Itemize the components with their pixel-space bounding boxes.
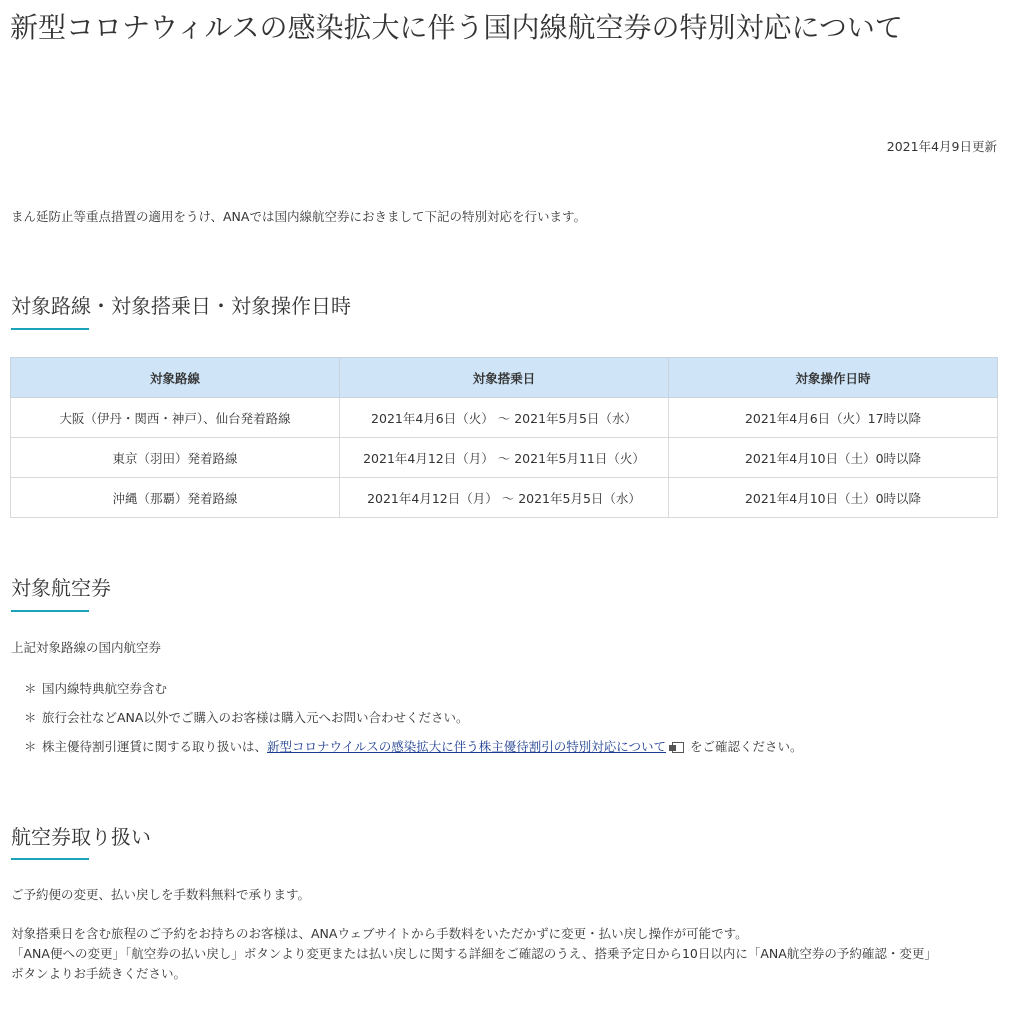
notes-list <box>24 674 803 761</box>
section-heading-routes: 対象路線・対象搭乗日・対象操作日時 <box>11 294 351 318</box>
shareholder-discount-link[interactable]: 新型コロナウイルスの感染拡大に伴う株主優待割引の特別対応について <box>267 739 667 754</box>
section-underline <box>11 328 89 330</box>
table-cell: 2021年4月10日（土）0時以降 <box>669 438 998 478</box>
column-header: 対象路線 <box>11 358 340 398</box>
table-row <box>11 398 998 438</box>
external-link-icon[interactable] <box>672 742 684 753</box>
section-underline <box>11 610 89 612</box>
list-item <box>24 703 803 732</box>
list-item <box>24 674 803 703</box>
table-cell: 2021年4月6日（火）17時以降 <box>669 398 998 438</box>
table-row <box>11 478 998 518</box>
updated-date: 2021年4月9日更新 <box>886 139 997 154</box>
routes-table <box>10 357 998 518</box>
section-underline <box>11 858 89 860</box>
note-text: 国内線特典航空券含む <box>42 681 168 696</box>
page-title: 新型コロナウィルスの感染拡大に伴う国内線航空券の特別対応について <box>10 11 903 44</box>
column-header: 対象搭乗日 <box>340 358 669 398</box>
asterisk: ＊ <box>24 710 37 725</box>
section-heading-tickets: 対象航空券 <box>11 576 111 600</box>
asterisk: ＊ <box>24 681 37 696</box>
note-text: をご確認ください。 <box>690 739 803 754</box>
handling-text: ご予約便の変更、払い戻しを手数料無料で承ります。 <box>11 887 311 902</box>
table-row <box>11 438 998 478</box>
note-text: 旅行会社などANA以外でご購入のお客様は購入元へお問い合わせください。 <box>42 710 469 725</box>
list-item <box>24 732 803 761</box>
table-cell: 2021年4月12日（月） ～ 2021年5月11日（火） <box>340 438 669 478</box>
asterisk: ＊ <box>24 739 37 754</box>
note-text: 株主優待割引運賃に関する取り扱いは、 <box>42 739 268 754</box>
table-cell: 2021年4月10日（土）0時以降 <box>669 478 998 518</box>
table-cell: 2021年4月6日（火） ～ 2021年5月5日（水） <box>340 398 669 438</box>
column-header: 対象操作日時 <box>669 358 998 398</box>
handling-detail-line1: 対象搭乗日を含む旅程のご予約をお持ちのお客様は、ANAウェブサイトから手数料をいただかずに変更・払い戻し操作が可能です。 <box>11 926 748 941</box>
table-header-row <box>11 358 998 398</box>
table-cell: 大阪（伊丹・関西・神戸）、仙台発着路線 <box>11 398 340 438</box>
table-cell: 東京（羽田）発着路線 <box>11 438 340 478</box>
target-tickets-text: 上記対象路線の国内航空券 <box>11 640 162 655</box>
handling-detail-line2: 「ANA便への変更」「航空券の払い戻し」ボタンより変更または払い戻しに関する詳細をご確認のうえ、搭乗予定日から10日以内に「ANA航空券の予約確認・変更」 <box>11 946 937 961</box>
handling-detail-line3: ボタンよりお手続きください。 <box>11 966 187 981</box>
table-cell: 2021年4月12日（月） ～ 2021年5月5日（水） <box>340 478 669 518</box>
section-heading-handling: 航空券取り扱い <box>11 825 151 849</box>
table-cell: 沖縄（那覇）発着路線 <box>11 478 340 518</box>
intro-text: まん延防止等重点措置の適用をうけ、ANAでは国内線航空券におきまして下記の特別対応を行います。 <box>11 209 586 224</box>
